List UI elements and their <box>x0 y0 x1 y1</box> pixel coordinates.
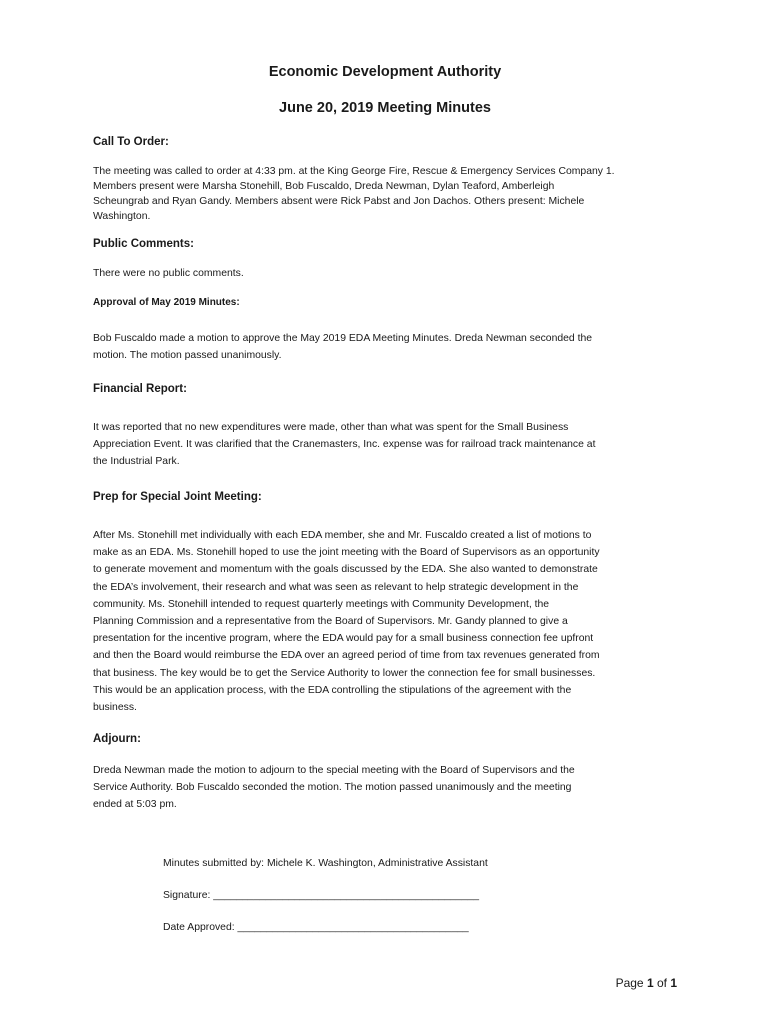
text-line: After Ms. Stonehill met individually with each EDA member, she and Mr. Fuscaldo created a list of motions to <box>93 530 592 541</box>
text-line: business. <box>93 702 137 714</box>
text-line: presentation for the incentive program, where the EDA would pay for a small business connection fee upfront <box>93 633 594 645</box>
public-comments-text: There were no public comments. <box>93 268 244 279</box>
signature-line: Signature: ______________________________________________ <box>163 890 480 901</box>
approval-minutes-text <box>93 330 685 364</box>
document-title: Economic Development Authority <box>268 64 502 80</box>
financial-report-text <box>93 419 685 471</box>
text-line: motion. The motion passed unanimously. <box>93 350 282 362</box>
date-approved-line: Date Approved: ________________________________________ <box>163 922 469 933</box>
minutes-submitted-by: Minutes submitted by: Michele K. Washington, Administrative Assistant <box>163 858 488 869</box>
text-line: This would be an application process, with the EDA controlling the stipulations of the agreement with the <box>93 684 572 696</box>
text-line: Scheungrab and Ryan Gandy. Members absent were Rick Pabst and Jon Dachos. Others present: Michele <box>93 196 585 207</box>
adjourn-text <box>93 762 685 814</box>
approval-minutes-heading: Approval of May 2019 Minutes: <box>93 297 240 308</box>
text-line: ended at 5:03 pm. <box>93 799 177 811</box>
page-prefix: Page <box>615 976 647 990</box>
prep-joint-meeting-text <box>93 527 685 716</box>
text-line: and then the Board would reimburse the EDA over an agreed period of time from tax revenues generated from <box>93 650 600 662</box>
text-line: Dreda Newman made the motion to adjourn to the special meeting with the Board of Supervisors and the <box>93 765 575 776</box>
text-line: Members present were Marsha Stonehill, Bob Fuscaldo, Dreda Newman, Dylan Teaford, Amberleigh <box>93 181 555 192</box>
text-line: Washington. <box>93 211 151 222</box>
text-line: Bob Fuscaldo made a motion to approve the May 2019 EDA Meeting Minutes. Dreda Newman seconded the <box>93 333 593 344</box>
call-to-order-text <box>93 164 685 224</box>
text-line: Appreciation Event. It was clarified that the Cranemasters, Inc. expense was for railroad track maintenance at <box>93 439 596 451</box>
page-current: 1 <box>646 976 654 990</box>
text-line: community. Ms. Stonehill intended to request quarterly meetings with Community Development, the <box>93 598 550 610</box>
financial-report-heading: Financial Report: <box>93 383 187 395</box>
page-total: 1 <box>670 976 677 990</box>
page-number <box>616 976 677 990</box>
adjourn-heading: Adjourn: <box>93 733 141 745</box>
text-line: The meeting was called to order at 4:33 pm. at the King George Fire, Rescue & Emergency Services Company 1. <box>93 166 615 177</box>
call-to-order-heading: Call To Order: <box>93 136 169 148</box>
text-line: It was reported that no new expenditures were made, other than what was spent for the Small Business <box>93 422 569 433</box>
text-line: the EDA’s involvement, their research and what was seen as relevant to help strategic development in the <box>93 581 579 593</box>
text-line: to generate movement and momentum with the goals discussed by the EDA. She also wanted to demonstrate <box>93 564 598 576</box>
text-line: make as an EDA. Ms. Stonehill hoped to use the joint meeting with the Board of Supervisors as an opportunity <box>93 547 600 559</box>
text-line: Planning Commission and a representative from the Board of Supervisors. Mr. Gandy planned to give a <box>93 616 568 628</box>
public-comments-heading: Public Comments: <box>93 238 194 250</box>
text-line: Service Authority. Bob Fuscaldo seconded the motion. The motion passed unanimously and the meeting <box>93 782 572 794</box>
page-of: of <box>653 976 671 990</box>
text-line: the Industrial Park. <box>93 456 180 468</box>
prep-joint-meeting-heading: Prep for Special Joint Meeting: <box>93 491 262 503</box>
text-line: that business. The key would be to get the Service Authority to lower the connection fee for small businesses. <box>93 667 596 679</box>
document-subtitle: June 20, 2019 Meeting Minutes <box>279 100 491 116</box>
